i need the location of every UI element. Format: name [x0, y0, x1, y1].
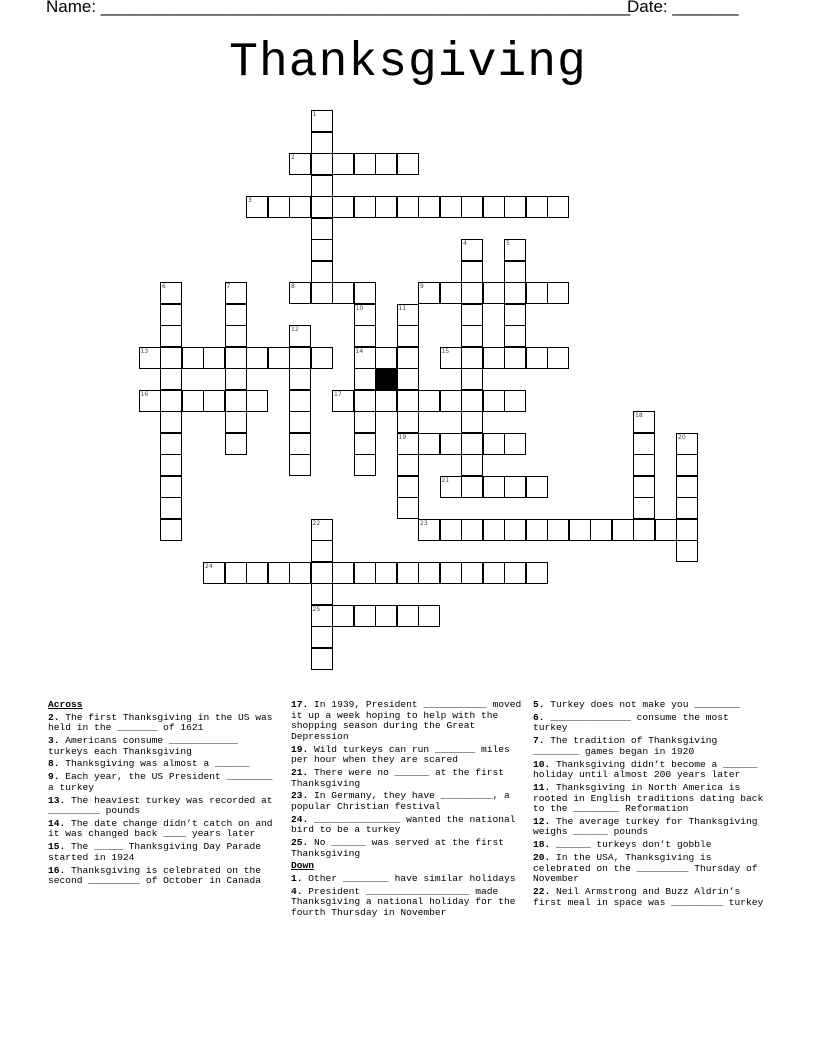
- grid-cell[interactable]: [526, 282, 548, 304]
- grid-cell[interactable]: [633, 519, 655, 541]
- grid-cell[interactable]: [289, 390, 311, 412]
- clue-item: [291, 745, 523, 766]
- grid-cell[interactable]: [311, 110, 333, 132]
- grid-cell[interactable]: [676, 540, 698, 562]
- grid-cell[interactable]: [397, 562, 419, 584]
- grid-cell[interactable]: [483, 519, 505, 541]
- grid-cell[interactable]: [526, 196, 548, 218]
- grid-cell[interactable]: [354, 390, 376, 412]
- grid-cell[interactable]: [483, 196, 505, 218]
- grid-cell[interactable]: [440, 390, 462, 412]
- grid-cell[interactable]: [354, 454, 376, 476]
- clue-text: Thanksgiving was almost a ______: [59, 758, 250, 770]
- grid-cell[interactable]: [354, 433, 376, 455]
- clue-item: [533, 817, 765, 838]
- grid-cell[interactable]: [504, 196, 526, 218]
- grid-cell[interactable]: [289, 454, 311, 476]
- clue-text: ______________ consume the most turkey: [533, 711, 729, 734]
- grid-cell[interactable]: [504, 347, 526, 369]
- clue-number: 22: [312, 519, 321, 527]
- grid-cell[interactable]: [354, 325, 376, 347]
- grid-cell[interactable]: [397, 433, 419, 455]
- grid-cell[interactable]: [354, 153, 376, 175]
- grid-cell[interactable]: [289, 325, 311, 347]
- across-clue-list-continued: [291, 700, 523, 859]
- clue-number-label: 19.: [291, 743, 309, 755]
- clue-item: [48, 842, 280, 863]
- grid-cell[interactable]: [203, 562, 225, 584]
- clue-item: [291, 700, 523, 742]
- clue-number-label: 4.: [291, 885, 303, 897]
- grid-cell[interactable]: [160, 347, 182, 369]
- grid-cell[interactable]: [461, 261, 483, 283]
- grid-cell[interactable]: [504, 239, 526, 261]
- grid-cell[interactable]: [461, 562, 483, 584]
- grid-cell[interactable]: [504, 304, 526, 326]
- grid-cell[interactable]: [440, 562, 462, 584]
- grid-cell[interactable]: [332, 153, 354, 175]
- clue-number-label: 14.: [48, 817, 66, 829]
- grid-cell[interactable]: [397, 304, 419, 326]
- grid-cell[interactable]: [483, 390, 505, 412]
- grid-cell[interactable]: [397, 454, 419, 476]
- grid-cell[interactable]: [268, 562, 290, 584]
- grid-cell[interactable]: [375, 347, 397, 369]
- clue-item: [533, 713, 765, 734]
- clue-item: [533, 760, 765, 781]
- grid-cell[interactable]: [633, 497, 655, 519]
- grid-cell[interactable]: [676, 497, 698, 519]
- clue-item: [291, 768, 523, 789]
- clue-text: The heaviest turkey was recorded at _________ pounds: [48, 794, 273, 817]
- grid-cell[interactable]: [354, 347, 376, 369]
- clue-number-label: 20.: [533, 852, 551, 864]
- clue-number: 18: [635, 412, 643, 419]
- grid-cell[interactable]: [483, 347, 505, 369]
- clue-number-label: 22.: [533, 886, 551, 897]
- date-field[interactable]: Date: _______: [627, 0, 739, 16]
- grid-cell[interactable]: [311, 583, 333, 605]
- grid-cell[interactable]: [483, 562, 505, 584]
- clue-number: 24: [205, 562, 213, 570]
- clue-item: [533, 783, 765, 815]
- grid-cell[interactable]: [246, 196, 268, 218]
- clue-item: [291, 838, 523, 859]
- clue-item: [291, 815, 523, 836]
- grid-cell[interactable]: [354, 196, 376, 218]
- grid-cell[interactable]: [418, 282, 440, 304]
- grid-cell[interactable]: [461, 304, 483, 326]
- grid-cell[interactable]: [332, 196, 354, 218]
- grid-cell[interactable]: [225, 347, 247, 369]
- clue-number: 3: [248, 197, 252, 204]
- grid-cell[interactable]: [461, 239, 483, 261]
- grid-cell[interactable]: [311, 261, 333, 283]
- grid-cell[interactable]: [182, 390, 204, 412]
- clue-number-label: 17.: [291, 699, 309, 710]
- grid-cell[interactable]: [311, 175, 333, 197]
- clue-item: [48, 796, 280, 817]
- clue-number-label: 2.: [48, 711, 60, 723]
- clue-number-label: 11.: [533, 781, 551, 793]
- grid-cell[interactable]: [547, 196, 569, 218]
- clue-text: Wild turkeys can run _______ miles per hour when they are scared: [291, 743, 510, 766]
- clue-text: In Germany, they have _________, a popular Christian festival: [291, 790, 510, 812]
- clue-text: The average turkey for Thanksgiving weighs ______ pounds: [533, 815, 758, 838]
- grid-cell[interactable]: [375, 390, 397, 412]
- grid-cell[interactable]: [504, 519, 526, 541]
- grid-cell[interactable]: [311, 196, 333, 218]
- grid-cell[interactable]: [311, 540, 333, 562]
- clue-number: 4: [463, 240, 467, 247]
- clue-number: 6: [162, 283, 166, 290]
- clue-item: [291, 887, 523, 919]
- grid-cell[interactable]: [354, 282, 376, 304]
- grid-cell[interactable]: [504, 476, 526, 498]
- grid-cell[interactable]: [569, 519, 591, 541]
- clue-number: 17: [334, 390, 342, 398]
- grid-cell[interactable]: [504, 390, 526, 412]
- clue-number-label: 18.: [533, 839, 551, 851]
- grid-cell[interactable]: [418, 433, 440, 455]
- grid-cell[interactable]: [526, 347, 548, 369]
- clue-number-label: 1.: [291, 873, 303, 885]
- clue-text: Each year, the US President ________ a turkey: [48, 771, 273, 793]
- grid-cell[interactable]: [289, 347, 311, 369]
- grid-cell[interactable]: [397, 325, 419, 347]
- clue-number: 9: [420, 283, 424, 290]
- clue-number: 15: [441, 347, 450, 355]
- grid-cell[interactable]: [311, 282, 333, 304]
- clue-number: 11: [398, 304, 407, 312]
- clue-number-label: 13.: [48, 794, 66, 806]
- grid-cell[interactable]: [354, 562, 376, 584]
- clue-item: [48, 759, 280, 770]
- clue-number-label: 16.: [48, 864, 66, 876]
- grid-cell[interactable]: [440, 519, 462, 541]
- grid-cell[interactable]: [225, 562, 247, 584]
- clue-number: 16: [140, 390, 149, 398]
- grid-cell[interactable]: [311, 626, 333, 648]
- grid-cell[interactable]: [504, 325, 526, 347]
- grid-cell[interactable]: [461, 411, 483, 433]
- grid-cell[interactable]: [311, 218, 333, 240]
- grid-cell[interactable]: [225, 325, 247, 347]
- clue-text: The tradition of Thanksgiving ________ games began in 1920: [533, 735, 718, 757]
- clue-number: 19: [398, 433, 407, 441]
- grid-cell[interactable]: [440, 476, 462, 498]
- clue-number-label: 8.: [48, 758, 60, 770]
- grid-cell[interactable]: [418, 519, 440, 541]
- grid-cell[interactable]: [160, 497, 182, 519]
- grid-cell[interactable]: [289, 368, 311, 390]
- clue-item: [291, 874, 523, 885]
- grid-cell[interactable]: [483, 476, 505, 498]
- clue-text: The _____ Thanksgiving Day Parade started in 1924: [48, 841, 262, 863]
- grid-cell[interactable]: [332, 605, 354, 627]
- page-title: Thanksgiving: [229, 36, 587, 90]
- grid-cell[interactable]: [461, 433, 483, 455]
- grid-cell[interactable]: [160, 368, 182, 390]
- clue-text: Thanksgiving is celebrated on the second _________ of October in Canada: [48, 864, 262, 887]
- clue-number-label: 24.: [291, 813, 309, 825]
- grid-cell[interactable]: [397, 497, 419, 519]
- clue-number: 10: [355, 304, 364, 312]
- grid-cell[interactable]: [225, 411, 247, 433]
- grid-cell[interactable]: [139, 347, 161, 369]
- clue-text: Neil Armstrong and Buzz Aldrin’s first meal in space was _________ turkey: [533, 886, 764, 908]
- clue-number-label: 21.: [291, 766, 309, 778]
- clue-number-label: 3.: [48, 734, 60, 746]
- grid-cell[interactable]: [590, 519, 612, 541]
- grid-cell[interactable]: [676, 519, 698, 541]
- clues-column-1: [48, 700, 280, 889]
- grid-cell[interactable]: [289, 433, 311, 455]
- grid-cell[interactable]: [311, 562, 333, 584]
- grid-cell[interactable]: [289, 196, 311, 218]
- clue-item: [533, 840, 765, 851]
- grid-cell[interactable]: [483, 433, 505, 455]
- clue-number-label: 9.: [48, 771, 60, 783]
- clue-text: No ______ was served at the first Thanksgiving: [291, 837, 505, 859]
- grid-cell[interactable]: [246, 347, 268, 369]
- grid-cell[interactable]: [311, 132, 333, 154]
- clue-number-label: 5.: [533, 699, 545, 710]
- grid-cell[interactable]: [397, 390, 419, 412]
- grid-cell[interactable]: [375, 605, 397, 627]
- grid-cell[interactable]: [440, 433, 462, 455]
- grid-cell[interactable]: [354, 411, 376, 433]
- grid-cell[interactable]: [504, 282, 526, 304]
- grid-cell[interactable]: [375, 153, 397, 175]
- grid-cell[interactable]: [225, 304, 247, 326]
- grid-cell[interactable]: [461, 347, 483, 369]
- clue-number: 8: [291, 283, 295, 290]
- grid-cell[interactable]: [225, 433, 247, 455]
- clue-text: _______________ wanted the national bird to be a turkey: [291, 813, 516, 836]
- blocked-cell: [375, 368, 397, 390]
- grid-cell[interactable]: [311, 605, 333, 627]
- clue-number-label: 10.: [533, 758, 551, 770]
- grid-cell[interactable]: [655, 519, 677, 541]
- grid-cell[interactable]: [418, 390, 440, 412]
- grid-cell[interactable]: [354, 605, 376, 627]
- clue-item: [48, 866, 280, 887]
- grid-cell[interactable]: [139, 390, 161, 412]
- clue-number: 5: [506, 240, 510, 247]
- clue-number: 20: [678, 433, 686, 441]
- grid-cell[interactable]: [676, 454, 698, 476]
- down-clue-list-continued: [533, 700, 765, 908]
- grid-cell[interactable]: [461, 368, 483, 390]
- grid-cell[interactable]: [461, 282, 483, 304]
- grid-cell[interactable]: [225, 368, 247, 390]
- grid-cell[interactable]: [311, 239, 333, 261]
- across-heading: Across: [48, 699, 83, 710]
- clue-item: [533, 853, 765, 885]
- clue-number-label: 6.: [533, 711, 545, 723]
- grid-cell[interactable]: [547, 519, 569, 541]
- clue-number-label: 12.: [533, 815, 551, 827]
- clues-column-2: [291, 700, 523, 921]
- grid-cell[interactable]: [418, 196, 440, 218]
- grid-cell[interactable]: [397, 605, 419, 627]
- grid-cell[interactable]: [633, 433, 655, 455]
- grid-cell[interactable]: [397, 476, 419, 498]
- clue-item: [48, 736, 280, 757]
- grid-cell[interactable]: [375, 562, 397, 584]
- clue-item: [533, 700, 765, 711]
- grid-cell[interactable]: [160, 411, 182, 433]
- grid-cell[interactable]: [676, 476, 698, 498]
- clue-item: [48, 772, 280, 793]
- grid-cell[interactable]: [440, 196, 462, 218]
- clue-text: ______ turkeys don’t gobble: [550, 839, 712, 851]
- clues-column-3: [533, 700, 765, 910]
- grid-cell[interactable]: [504, 562, 526, 584]
- grid-cell[interactable]: [203, 347, 225, 369]
- grid-cell[interactable]: [461, 476, 483, 498]
- grid-cell[interactable]: [160, 433, 182, 455]
- grid-cell[interactable]: [311, 519, 333, 541]
- grid-cell[interactable]: [418, 562, 440, 584]
- clue-text: There were no ______ at the first Thanksgiving: [291, 766, 505, 789]
- grid-cell[interactable]: [526, 476, 548, 498]
- grid-cell[interactable]: [504, 433, 526, 455]
- grid-cell[interactable]: [440, 282, 462, 304]
- grid-cell[interactable]: [225, 282, 247, 304]
- clue-number: 25: [312, 605, 321, 613]
- clue-text: The date change didn’t catch on and it was changed back ____ years later: [48, 817, 273, 840]
- grid-cell[interactable]: [182, 347, 204, 369]
- grid-cell[interactable]: [289, 282, 311, 304]
- clue-number: 1: [312, 111, 317, 118]
- grid-cell[interactable]: [397, 153, 419, 175]
- grid-cell[interactable]: [354, 304, 376, 326]
- clue-number: 23: [420, 519, 428, 527]
- grid-cell[interactable]: [633, 454, 655, 476]
- clue-number-label: 25.: [291, 837, 309, 849]
- grid-cell[interactable]: [289, 153, 311, 175]
- clue-item: [48, 713, 280, 734]
- grid-cell[interactable]: [160, 476, 182, 498]
- clue-number: 2: [291, 154, 295, 161]
- grid-cell[interactable]: [526, 519, 548, 541]
- clue-item: [291, 791, 523, 812]
- clue-number-label: 15.: [48, 841, 66, 853]
- grid-cell[interactable]: [289, 562, 311, 584]
- grid-cell[interactable]: [160, 325, 182, 347]
- grid-cell[interactable]: [483, 282, 505, 304]
- clue-item: [533, 736, 765, 757]
- grid-cell[interactable]: [225, 390, 247, 412]
- clue-text: Turkey does not make you ________: [544, 699, 741, 710]
- grid-cell[interactable]: [676, 433, 698, 455]
- grid-cell[interactable]: [547, 347, 569, 369]
- grid-cell[interactable]: [461, 454, 483, 476]
- clue-text: President __________________ made Thanksgiving a national holiday for the fourth Thursday in November: [291, 885, 516, 918]
- grid-cell[interactable]: [332, 282, 354, 304]
- down-heading: Down: [291, 860, 315, 872]
- grid-cell[interactable]: [461, 325, 483, 347]
- grid-cell[interactable]: [203, 390, 225, 412]
- clue-number: 14: [355, 347, 364, 355]
- clue-text: In 1939, President ___________ moved it up a week hoping to help with the shopping season during the Great Depression: [291, 699, 522, 742]
- clue-text: Americans consume ____________ turkeys each Thanksgiving: [48, 734, 238, 757]
- across-clue-list: [48, 713, 280, 887]
- grid-cell[interactable]: [289, 411, 311, 433]
- grid-cell[interactable]: [633, 411, 655, 433]
- grid-cell[interactable]: [397, 347, 419, 369]
- clue-item: [48, 819, 280, 840]
- grid-cell[interactable]: [397, 411, 419, 433]
- grid-cell[interactable]: [354, 368, 376, 390]
- clue-number: 7: [226, 283, 231, 290]
- grid-cell[interactable]: [311, 347, 333, 369]
- grid-cell[interactable]: [440, 347, 462, 369]
- clue-number: 12: [291, 326, 299, 333]
- down-clue-list: [291, 874, 523, 919]
- grid-cell[interactable]: [160, 304, 182, 326]
- grid-cell[interactable]: [311, 153, 333, 175]
- grid-cell[interactable]: [160, 390, 182, 412]
- grid-cell[interactable]: [612, 519, 634, 541]
- grid-cell[interactable]: [160, 282, 182, 304]
- grid-cell[interactable]: [526, 562, 548, 584]
- clue-item: [533, 887, 765, 908]
- grid-cell[interactable]: [461, 196, 483, 218]
- grid-cell[interactable]: [397, 196, 419, 218]
- grid-cell[interactable]: [268, 347, 290, 369]
- clue-text: Thanksgiving in North America is rooted in English traditions dating back to the ________ Reformation: [533, 781, 764, 815]
- grid-cell[interactable]: [375, 196, 397, 218]
- grid-cell[interactable]: [547, 282, 569, 304]
- grid-cell[interactable]: [397, 368, 419, 390]
- grid-cell[interactable]: [268, 196, 290, 218]
- clue-number: 21: [441, 476, 450, 484]
- grid-cell[interactable]: [311, 648, 333, 670]
- grid-cell[interactable]: [332, 562, 354, 584]
- grid-cell[interactable]: [160, 454, 182, 476]
- grid-cell[interactable]: [418, 605, 440, 627]
- clue-text: In the USA, Thanksgiving is celebrated on the _________ Thursday of November: [533, 852, 758, 885]
- clue-number-label: 23.: [291, 790, 309, 802]
- clue-number-label: 7.: [533, 735, 545, 747]
- grid-cell[interactable]: [504, 261, 526, 283]
- grid-cell[interactable]: [160, 519, 182, 541]
- grid-cell[interactable]: [633, 476, 655, 498]
- grid-cell[interactable]: [332, 390, 354, 412]
- grid-cell[interactable]: [246, 562, 268, 584]
- clue-text: Other ________ have similar holidays: [302, 873, 516, 885]
- clue-text: The first Thanksgiving in the US was held in the _______ of 1621: [48, 711, 273, 734]
- clue-number: 13: [140, 347, 149, 355]
- grid-cell[interactable]: [246, 390, 268, 412]
- name-field[interactable]: Name: ________________________________________________________: [46, 0, 631, 16]
- grid-cell[interactable]: [461, 390, 483, 412]
- grid-cell[interactable]: [461, 519, 483, 541]
- clue-text: Thanksgiving didn’t become a ______ holiday until almost 200 years later: [533, 758, 758, 781]
